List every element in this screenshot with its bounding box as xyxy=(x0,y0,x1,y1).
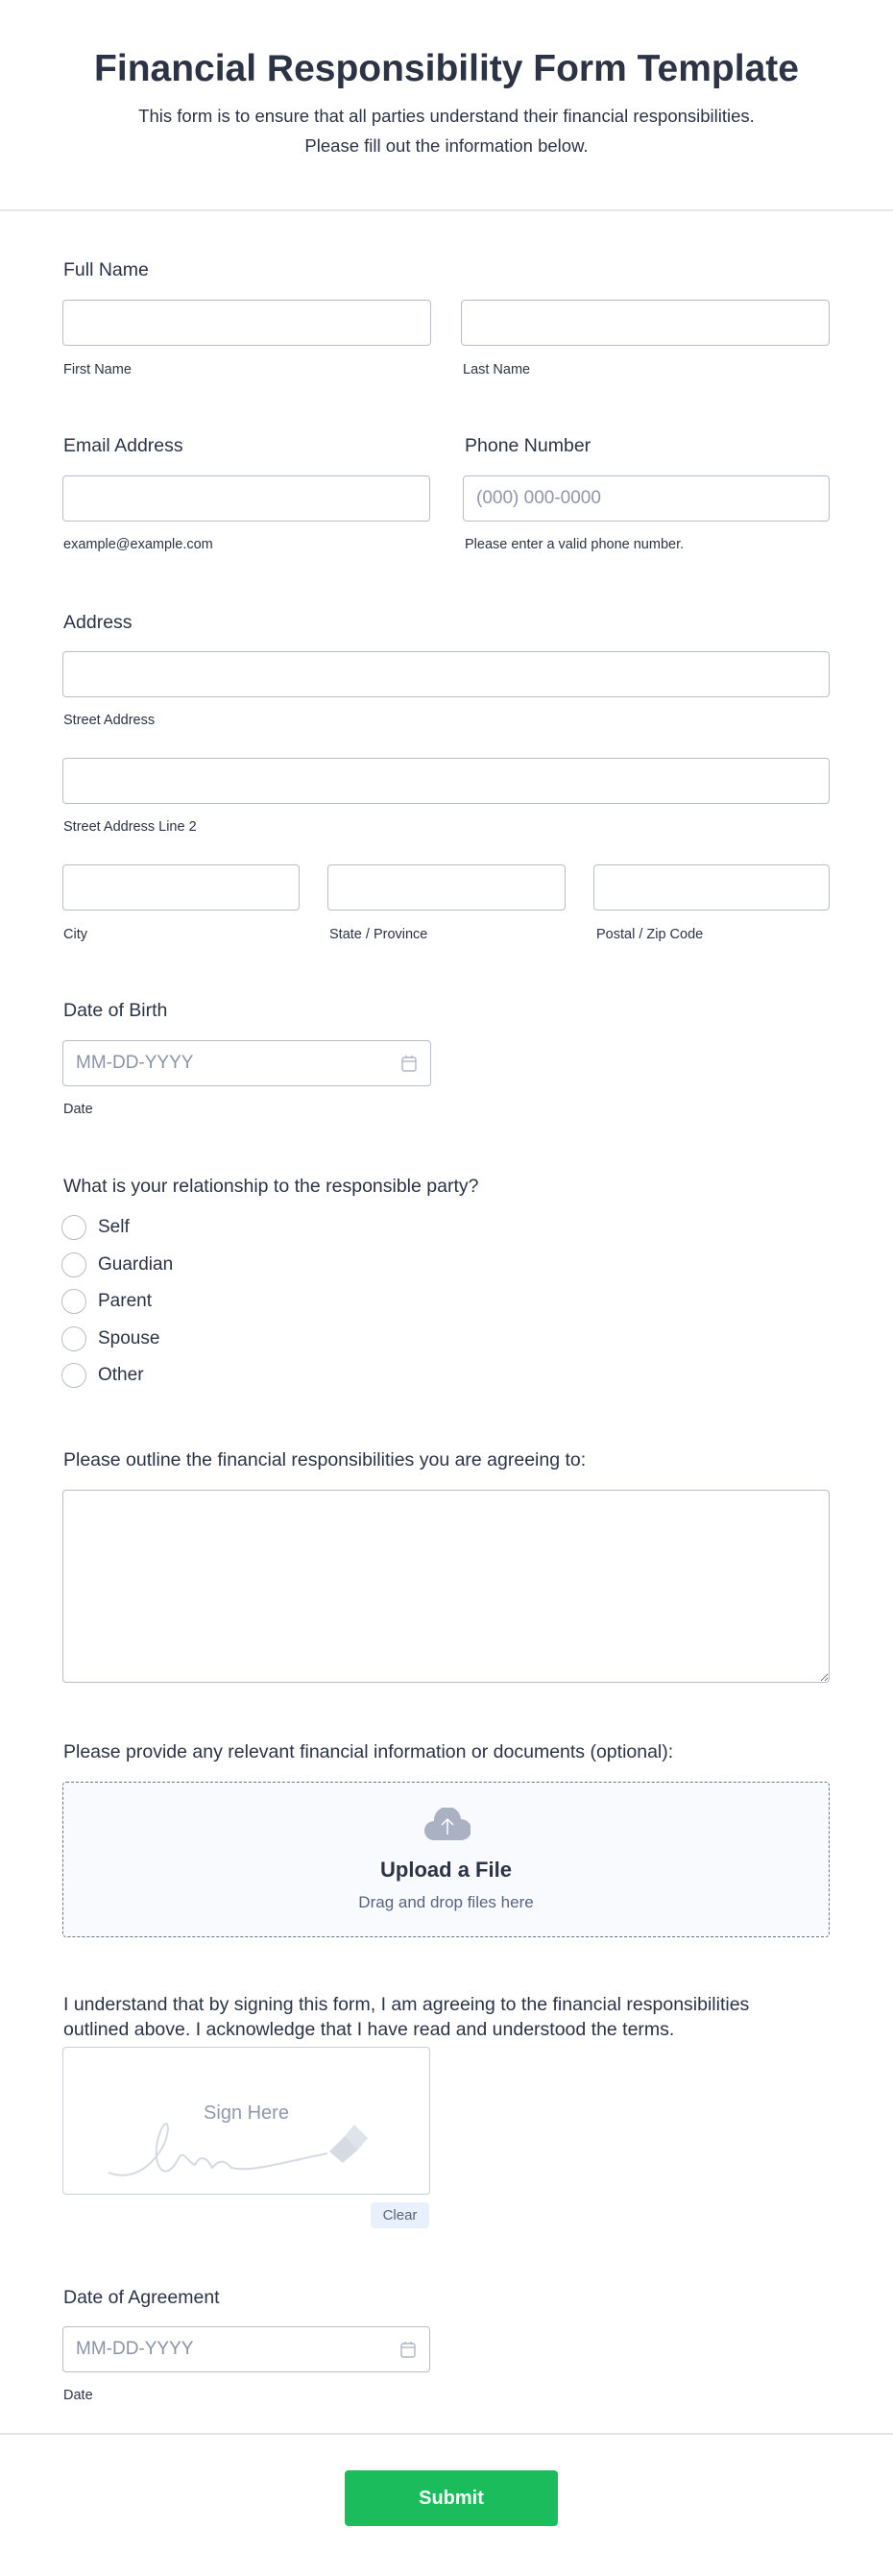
responsibilities-textarea[interactable] xyxy=(62,1490,830,1683)
cloud-upload-icon xyxy=(424,1808,471,1840)
last-name-input[interactable] xyxy=(461,300,830,346)
sign-here-placeholder: Sign Here xyxy=(204,2102,289,2124)
radio-label: Spouse xyxy=(98,1328,160,1349)
street-address-sublabel: Street Address xyxy=(63,713,156,728)
radio-other[interactable] xyxy=(61,1363,144,1388)
dob-sublabel: Date xyxy=(63,1102,93,1117)
radio-circle[interactable] xyxy=(61,1289,86,1314)
radio-label: Guardian xyxy=(98,1254,174,1275)
signature-scribble-icon xyxy=(107,2115,385,2182)
signature-pad[interactable] xyxy=(62,2047,430,2195)
form-description: This form is to ensure that all parties understand their financial responsibilities. xyxy=(138,106,755,126)
upload-hint: Drag and drop files here xyxy=(358,1893,534,1911)
phone-input[interactable] xyxy=(463,475,830,522)
calendar-icon[interactable] xyxy=(400,2341,416,2358)
submit-button[interactable]: Submit xyxy=(345,2470,558,2526)
file-upload-dropzone[interactable] xyxy=(62,1782,830,1937)
agreement-date-placeholder: MM-DD-YYYY xyxy=(76,2339,194,2359)
radio-parent[interactable] xyxy=(61,1289,152,1314)
radio-circle[interactable] xyxy=(61,1215,86,1240)
first-name-sublabel: First Name xyxy=(63,362,132,377)
radio-circle[interactable] xyxy=(61,1363,86,1388)
outline-label: Please outline the financial responsibilities you are agreeing to: xyxy=(63,1449,587,1470)
zip-sublabel: Postal / Zip Code xyxy=(596,927,704,942)
header-divider xyxy=(0,209,893,211)
city-input[interactable] xyxy=(62,864,300,911)
signature-label-2: outlined above. I acknowledge that I have read and understood the terms. xyxy=(63,2019,675,2040)
last-name-sublabel: Last Name xyxy=(463,362,531,377)
email-sublabel: example@example.com xyxy=(63,537,213,552)
footer-divider xyxy=(0,2433,893,2435)
city-sublabel: City xyxy=(63,927,87,942)
radio-self[interactable] xyxy=(61,1215,130,1240)
page-title: Financial Responsibility Form Template xyxy=(94,48,799,89)
radio-label: Parent xyxy=(98,1291,152,1311)
email-input[interactable] xyxy=(62,475,430,522)
agreement-date-label: Date of Agreement xyxy=(63,2287,220,2308)
street-address-input[interactable] xyxy=(62,651,830,697)
agreement-date-input[interactable] xyxy=(62,2326,430,2372)
dob-placeholder: MM-DD-YYYY xyxy=(76,1053,194,1073)
agreement-date-sublabel: Date xyxy=(63,2388,93,2403)
form-description-2: Please fill out the information below. xyxy=(304,135,589,156)
upload-label: Please provide any relevant financial information or documents (optional): xyxy=(63,1741,674,1762)
email-label: Email Address xyxy=(63,435,183,456)
radio-guardian[interactable] xyxy=(61,1252,173,1277)
radio-circle[interactable] xyxy=(61,1326,86,1351)
radio-spouse[interactable] xyxy=(61,1326,159,1351)
zip-input[interactable] xyxy=(593,864,830,911)
radio-label: Self xyxy=(98,1217,130,1237)
address-label: Address xyxy=(63,612,133,633)
street-address-2-sublabel: Street Address Line 2 xyxy=(63,819,197,835)
radio-circle[interactable] xyxy=(61,1252,86,1277)
upload-title: Upload a File xyxy=(380,1858,512,1882)
first-name-input[interactable] xyxy=(62,300,431,346)
signature-label: I understand that by signing this form, I am agreeing to the financial responsibilities xyxy=(63,1994,750,2015)
phone-sublabel: Please enter a valid phone number. xyxy=(465,537,685,552)
street-address-2-input[interactable] xyxy=(62,758,830,804)
state-input[interactable] xyxy=(327,864,566,911)
dob-label: Date of Birth xyxy=(63,1000,168,1021)
state-sublabel: State / Province xyxy=(329,927,428,942)
clear-signature-button[interactable]: Clear xyxy=(371,2202,429,2228)
full-name-label: Full Name xyxy=(63,259,149,280)
relationship-label: What is your relationship to the responsible party? xyxy=(63,1176,479,1197)
dob-input[interactable] xyxy=(62,1040,431,1086)
calendar-icon[interactable] xyxy=(401,1055,417,1072)
phone-label: Phone Number xyxy=(465,435,591,456)
radio-label: Other xyxy=(98,1365,144,1385)
